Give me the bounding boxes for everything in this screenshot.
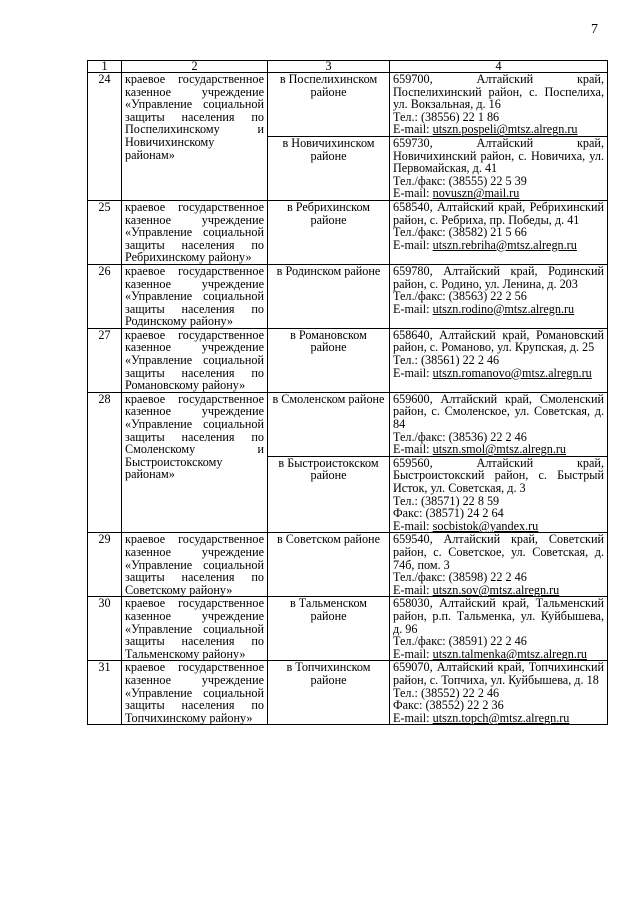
- contact-info: [390, 597, 608, 661]
- email-address: utszn.rebriha@mtsz.alregn.ru: [432, 237, 577, 252]
- address: 658540, Алтайский край, Ребрихинский район, с. Ребриха, пр. Победы, д. 41: [393, 199, 604, 227]
- email-address: utszn.smol@mtsz.alregn.ru: [432, 442, 567, 457]
- table-row: [88, 200, 608, 264]
- district-name: в Родинском районе: [268, 264, 390, 328]
- phone: Тел.: (38556) 22 1 86: [393, 109, 500, 124]
- address: 659700, Алтайский край, Поспелихинский район, с. Поспелиха, ул. Вокзальная, д. 16: [393, 72, 604, 112]
- contact-info: [390, 328, 608, 392]
- table-row: [88, 597, 608, 661]
- contact-info: [390, 136, 608, 200]
- row-number: 28: [88, 392, 122, 533]
- address: 658030, Алтайский край, Тальменский район, р.п. Тальменка, ул. Куйбышева, д. 96: [393, 596, 604, 636]
- email: E-mail: utszn.smol@mtsz.alregn.ru: [393, 442, 567, 457]
- district-name: в Тальменском районе: [268, 597, 390, 661]
- phone: Тел./факс: (38582) 21 5 66: [393, 225, 527, 240]
- column-header: 1: [88, 61, 122, 73]
- institutions-table: [87, 60, 608, 725]
- email-address: utszn.sov@mtsz.alregn.ru: [432, 582, 560, 597]
- table-row: [88, 533, 608, 597]
- email: E-mail: utszn.sov@mtsz.alregn.ru: [393, 582, 560, 597]
- email-address: utszn.romanovo@mtsz.alregn.ru: [432, 365, 592, 380]
- table-row: [88, 328, 608, 392]
- column-header: 4: [390, 61, 608, 73]
- address: 659780, Алтайский край, Родинский район, с. Родино, ул. Ленина, д. 203: [393, 263, 604, 291]
- organization-name: краевое государственное казенное учреждение «Управление социальной защиты населения по Смоленскому и Быстроистокскому районам»: [122, 392, 268, 533]
- email: E-mail: utszn.topch@mtsz.alregn.ru: [393, 710, 570, 725]
- phone: Тел./факс: (38598) 22 2 46: [393, 570, 527, 585]
- phone: Факс: (38571) 24 2 64: [393, 506, 504, 521]
- district-name: в Быстроистокском районе: [268, 456, 390, 533]
- district-name: в Поспелихинском районе: [268, 73, 390, 137]
- phone: Тел.: (38561) 22 2 46: [393, 353, 500, 368]
- phone: Тел./факс: (38591) 22 2 46: [393, 634, 527, 649]
- contact-info: [390, 533, 608, 597]
- phone: Факс: (38552) 22 2 36: [393, 698, 504, 713]
- organization-name: краевое государственное казенное учреждение «Управление социальной защиты населения по Ребрихинскому району»: [122, 200, 268, 264]
- contact-info: [390, 264, 608, 328]
- email: E-mail: utszn.rodino@mtsz.alregn.ru: [393, 301, 575, 316]
- email-address: utszn.talmenka@mtsz.alregn.ru: [432, 646, 587, 661]
- email: E-mail: utszn.talmenka@mtsz.alregn.ru: [393, 646, 587, 661]
- contact-info: [390, 661, 608, 725]
- email: E-mail: socbistok@yandex.ru: [393, 518, 539, 533]
- phone: Тел.: (38571) 22 8 59: [393, 493, 500, 508]
- organization-name: краевое государственное казенное учреждение «Управление социальной защиты населения по Советскому району»: [122, 533, 268, 597]
- row-number: 25: [88, 200, 122, 264]
- row-number: 24: [88, 73, 122, 201]
- contact-info: [390, 200, 608, 264]
- row-number: 30: [88, 597, 122, 661]
- email: E-mail: utszn.rebriha@mtsz.alregn.ru: [393, 237, 577, 252]
- table-row: [88, 661, 608, 725]
- phone: Тел./факс: (38555) 22 5 39: [393, 173, 527, 188]
- district-name: в Смоленском районе: [268, 392, 390, 456]
- email-address: utszn.pospeli@mtsz.alregn.ru: [432, 122, 578, 137]
- row-number: 27: [88, 328, 122, 392]
- district-name: в Романовском районе: [268, 328, 390, 392]
- table-row: [88, 264, 608, 328]
- organization-name: краевое государственное казенное учреждение «Управление социальной защиты населения по Тальменскому району»: [122, 597, 268, 661]
- organization-name: краевое государственное казенное учреждение «Управление социальной защиты населения по Топчихинскому району»: [122, 661, 268, 725]
- phone: Тел./факс: (38563) 22 2 56: [393, 289, 527, 304]
- table-body: [88, 73, 608, 725]
- row-number: 29: [88, 533, 122, 597]
- organization-name: краевое государственное казенное учреждение «Управление социальной защиты населения по Родинскому району»: [122, 264, 268, 328]
- address: 659540, Алтайский край, Советский район, с. Советское, ул. Советская, д. 74б, пом. 3: [393, 532, 604, 572]
- address: 659070, Алтайский край, Топчихинский район, с. Топчиха, ул. Куйбышева, д. 18: [393, 660, 604, 687]
- district-name: в Советском районе: [268, 533, 390, 597]
- district-name: в Ребрихинском районе: [268, 200, 390, 264]
- table-row: [88, 73, 608, 137]
- contact-info: [390, 392, 608, 456]
- email-address: novuszn@mail.ru: [432, 186, 520, 201]
- email: E-mail: novuszn@mail.ru: [393, 186, 520, 201]
- table-header-row: [88, 61, 608, 73]
- address: 659730, Алтайский край, Новичихинский район, с. Новичиха, ул. Первомайская, д. 41: [393, 135, 604, 176]
- district-name: в Топчихинском районе: [268, 661, 390, 725]
- column-header: 3: [268, 61, 390, 73]
- organization-name: краевое государственное казенное учреждение «Управление социальной защиты населения по Поспелихинскому и Новичихинскому районам»: [122, 73, 268, 201]
- email: E-mail: utszn.pospeli@mtsz.alregn.ru: [393, 122, 578, 137]
- phone: Тел./факс: (38536) 22 2 46: [393, 429, 527, 444]
- column-header: 2: [122, 61, 268, 73]
- email-address: socbistok@yandex.ru: [432, 518, 539, 533]
- address: 659600, Алтайский край, Смоленский район, с. Смоленское, ул. Советская, д. 84: [393, 391, 604, 432]
- address: 658640, Алтайский край, Романовский район, с. Романово, ул. Крупская, д. 25: [393, 327, 604, 355]
- email: E-mail: utszn.romanovo@mtsz.alregn.ru: [393, 365, 592, 380]
- organization-name: краевое государственное казенное учреждение «Управление социальной защиты населения по Романовскому району»: [122, 328, 268, 392]
- table-row: [88, 392, 608, 456]
- row-number: 26: [88, 264, 122, 328]
- district-name: в Новичихинском районе: [268, 136, 390, 200]
- contact-info: [390, 73, 608, 137]
- page-number: 7: [591, 22, 598, 37]
- email-address: utszn.topch@mtsz.alregn.ru: [432, 710, 570, 725]
- row-number: 31: [88, 661, 122, 725]
- email-address: utszn.rodino@mtsz.alregn.ru: [432, 301, 575, 316]
- phone: Тел.: (38552) 22 2 46: [393, 685, 500, 700]
- contact-info: [390, 456, 608, 533]
- address: 659560, Алтайский край, Быстроистокский район, с. Быстрый Исток, ул. Советская, д. 3: [393, 455, 604, 495]
